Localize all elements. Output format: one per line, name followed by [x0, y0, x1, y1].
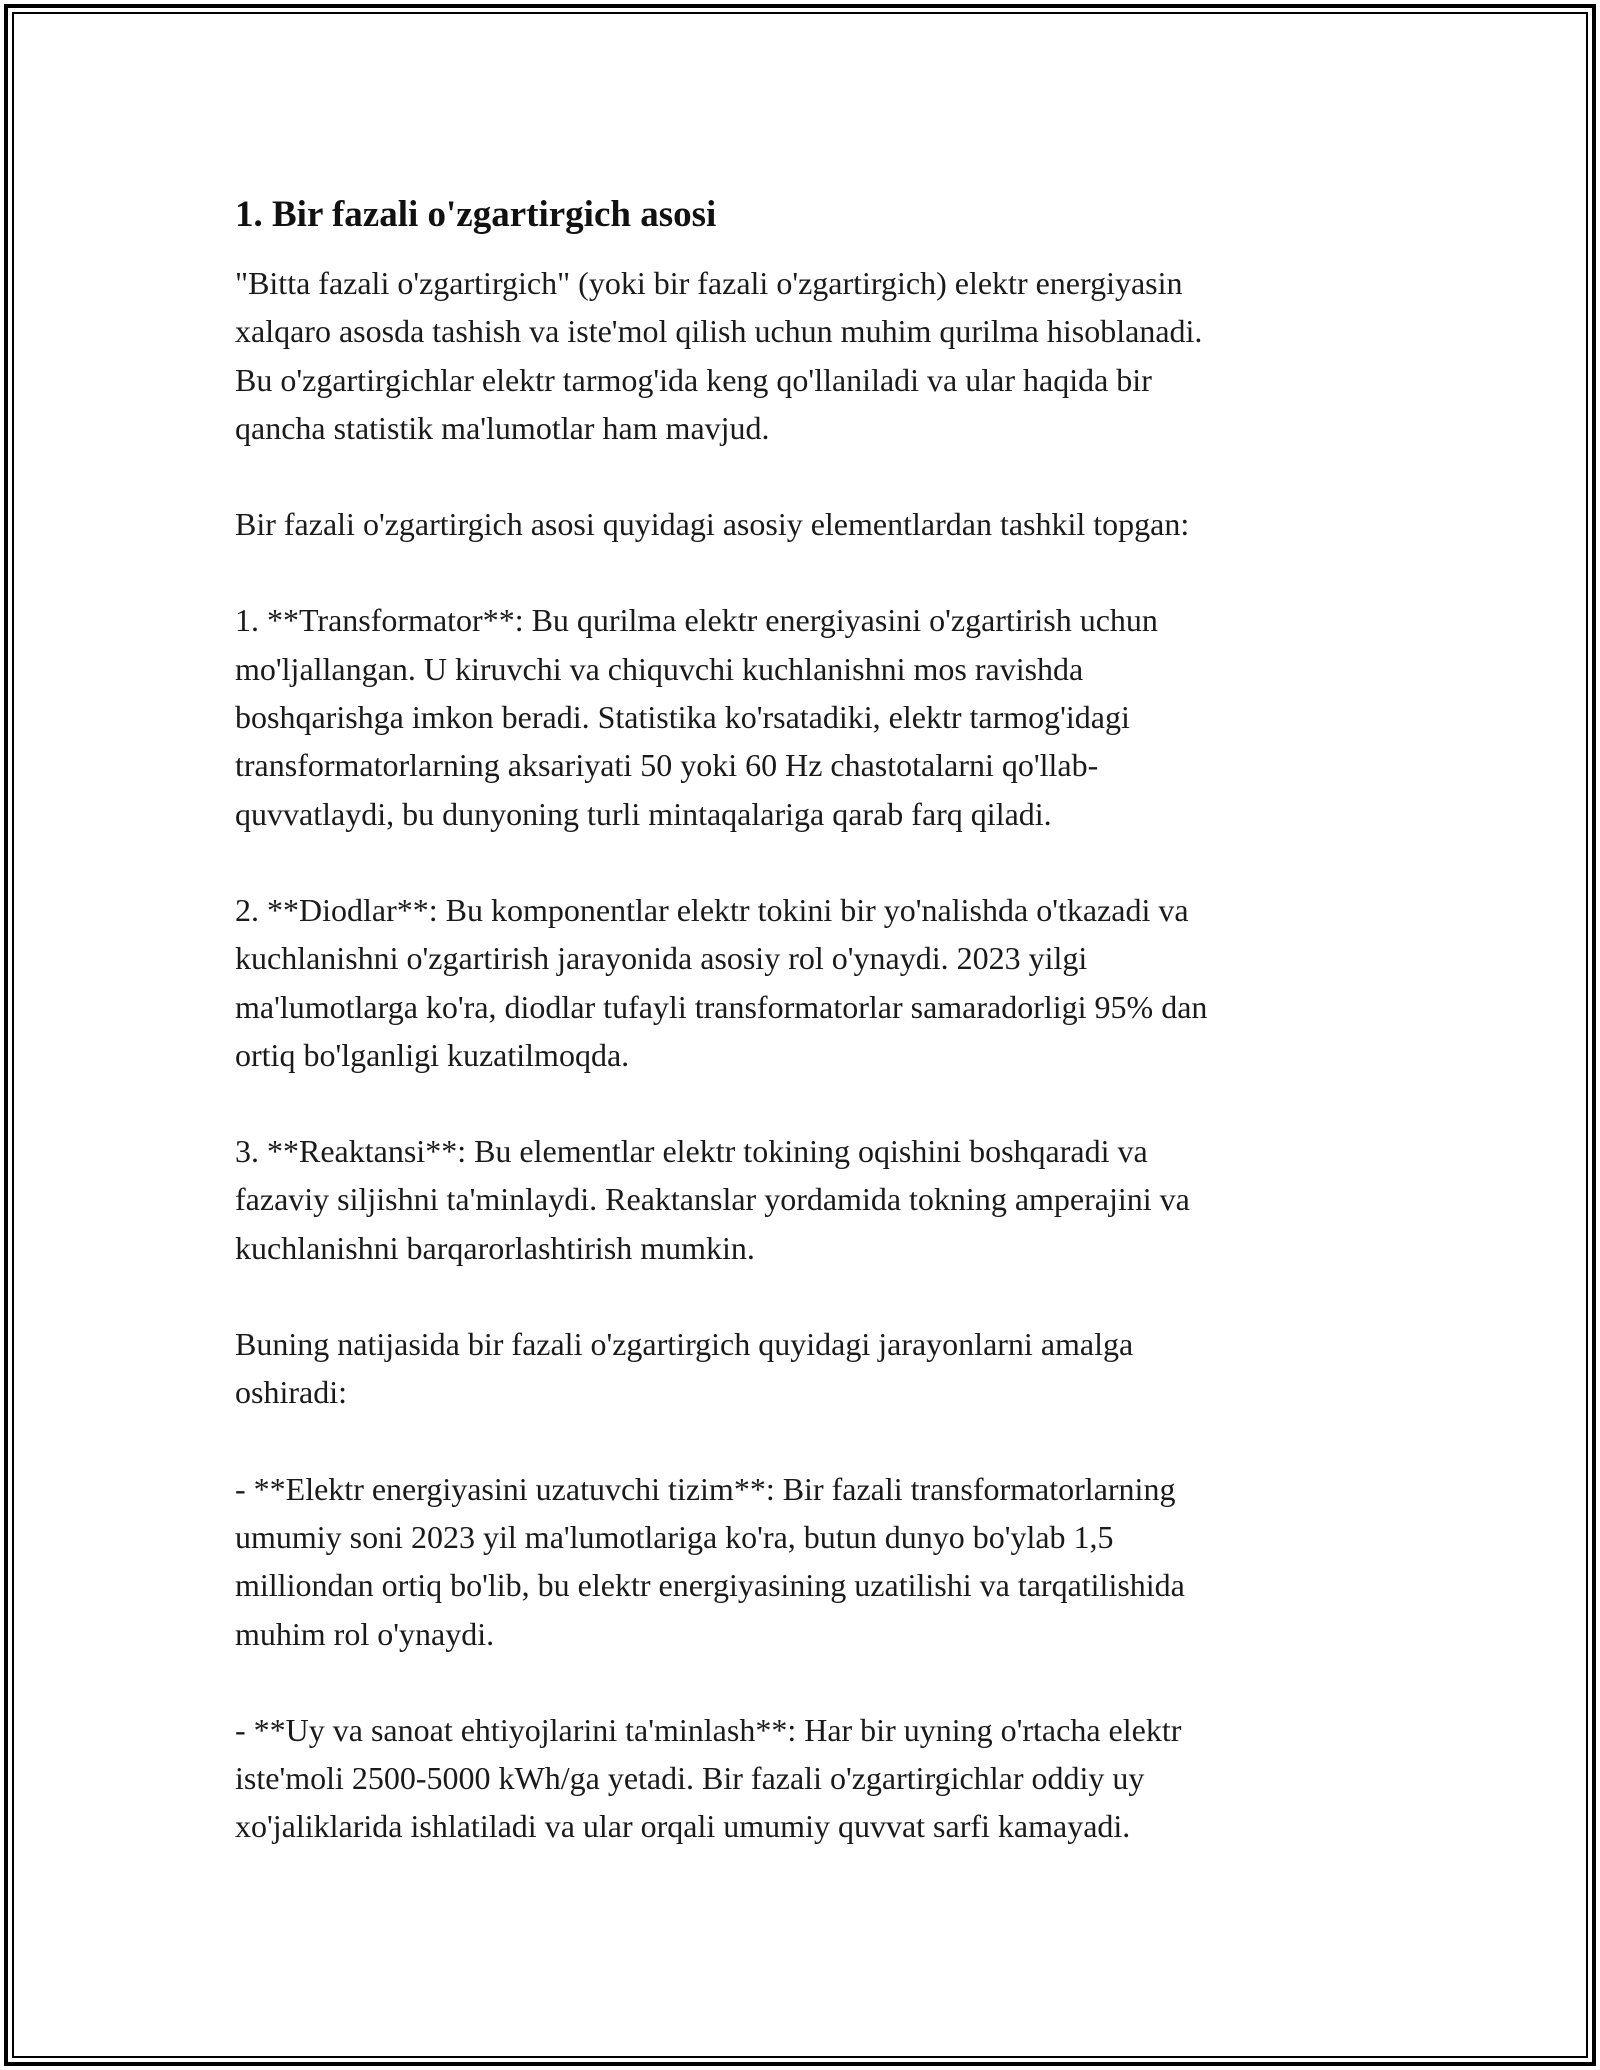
paragraph-elements-lead: Bir fazali o'zgartirgich asosi quyidagi asosiy elementlardan tashkil topgan: [235, 506, 1190, 543]
list-item-reaktansi: 3. **Reaktansi**: Bu elementlar elektr tokining oqishini boshqaradi va fazaviy siljishni ta'minlaydi. Reaktanslar yordamida tokning amperajini va kuchlanishni barqarorlashtirish mumkin. [235, 1133, 1190, 1266]
document-title: 1. Bir fazali o'zgartirgich asosi [235, 194, 717, 235]
paragraph-intro: "Bitta fazali o'zgartirgich" (yoki bir fazali o'zgartirgich) elektr energiyasin xalqaro asosda tashish va iste'mol qilish uchun muhim qurilma hisoblanadi. Bu o'zgartirgichlar elektr tarmog'ida keng qo'llaniladi va ular haqida bir qancha statistik ma'lumotlar ham mavjud. [235, 265, 1203, 446]
document-body [235, 187, 1375, 1899]
list-item-transformator: 1. **Transformator**: Bu qurilma elektr energiyasini o'zgartirish uchun mo'ljallangan. U kiruvchi va chiquvchi kuchlanishni mos ravishda boshqarishga imkon beradi. Statistika ko'rsatadiki, elektr tarmog'idagi transformatorlarning aksariyati 50 yoki 60 Hz chastotalarni qo'llab- quvvatlaydi, bu dunyoning turli mintaqalariga qarab farq qiladi. [235, 602, 1158, 832]
list-item-diodlar: 2. **Diodlar**: Bu komponentlar elektr tokini bir yo'nalishda o'tkazadi va kuchlanishni o'zgartirish jarayonida asosiy rol o'ynaydi. 2023 yilgi ma'lumotlarga ko'ra, diodlar tufayli transformatorlar samaradorligi 95% dan ortiq bo'lganligi kuzatilmoqda. [235, 891, 1208, 1073]
bullet-item-household-needs: - **Uy va sanoat ehtiyojlarini ta'minlash**: Har bir uyning o'rtacha elektr iste'moli 2500-5000 kWh/ga yetadi. Bir fazali o'zgartirgichlar oddiy uy xo'jaliklarida ishlatiladi va ular orqali umumiy quvvat sarfi kamayadi. [235, 1711, 1182, 1845]
bullet-item-energy-transmission: - **Elektr energiyasini uzatuvchi tizim**: Bir fazali transformatorlarning umumiy soni 2023 yil ma'lumotlariga ko'ra, butun dunyo bo'ylab 1,5 milliondan ortiq bo'lib, bu elektr energiyasining uzatilishi va tarqatilishida muhim rol o'ynaydi. [235, 1470, 1185, 1652]
paragraph-processes-lead: Buning natijasida bir fazali o'zgartirgich quyidagi jarayonlarni amalga oshiradi: [235, 1326, 1134, 1411]
